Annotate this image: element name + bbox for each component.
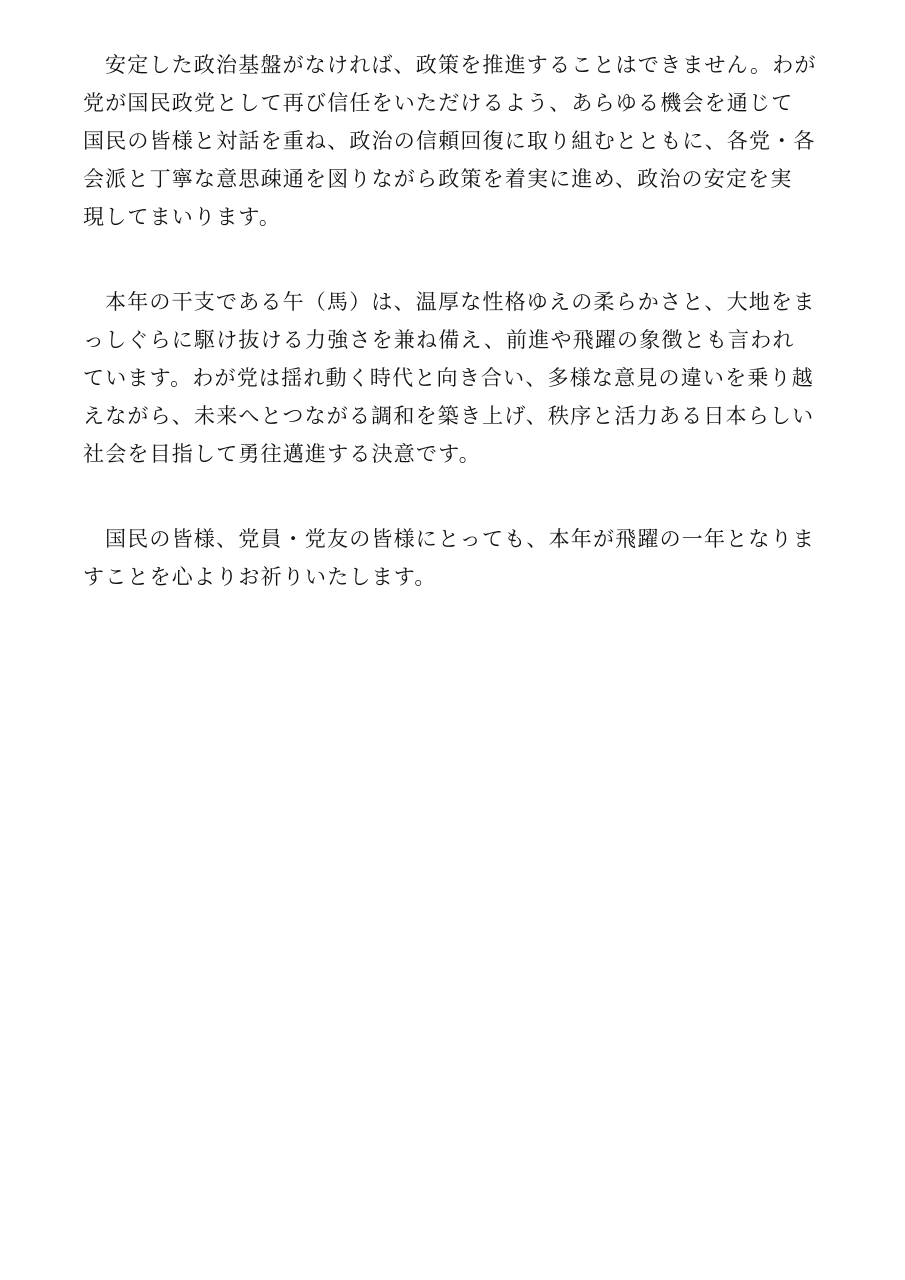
text-line: 党が国民政党として再び信任をいただけるよう、あらゆる機会を通じて [83, 91, 794, 115]
text-line: えながら、未来へとつながる調和を築き上げ、秩序と活力ある日本らしい [83, 404, 815, 428]
text-line: 会派と丁寧な意思疎通を図りながら政策を着実に進め、政治の安定を実 [83, 167, 793, 191]
document-body [83, 46, 828, 643]
text-line: 国民の皆様、党員・党友の皆様にとっても、本年が飛躍の一年となりま [105, 527, 815, 551]
text-line: っしぐらに駆け抜ける力強さを兼ね備え、前進や飛躍の象徴とも言われ [83, 328, 795, 352]
text-line: 本年の干支である午（馬）は、温厚な性格ゆえの柔らかさと、大地をま [105, 290, 816, 314]
paragraph-political-stability [83, 46, 828, 236]
text-line: ています。わが党は揺れ動く時代と向き合い、多様な意見の違いを乗り越 [83, 366, 814, 390]
text-line: 安定した政治基盤がなければ、政策を推進することはできません。わが [105, 53, 817, 77]
text-line: 国民の皆様と対話を重ね、政治の信頼回復に取り組むとともに、各党・各 [83, 129, 816, 153]
text-line: 社会を目指して勇往邁進する決意です。 [83, 442, 481, 466]
text-line: すことを心よりお祈りいたします。 [83, 565, 437, 589]
paragraph-closing-wishes [83, 520, 828, 596]
paragraph-zodiac-horse [83, 283, 828, 473]
text-line: 現してまいります。 [83, 205, 282, 229]
